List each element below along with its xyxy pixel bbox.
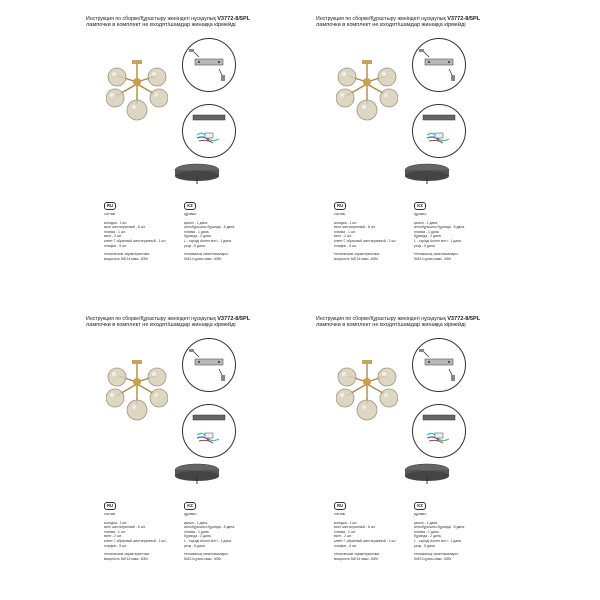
kz-item: L - тәрізді Аллен кілті - 1 дана. (184, 238, 232, 243)
ru-specs-heading: технические характеристики: (334, 252, 380, 257)
chandelier-illustration (336, 60, 398, 126)
kz-heading: құрамы: (184, 212, 197, 216)
ru-item: винт - 2 шт. (104, 534, 122, 539)
canopy-detail (402, 162, 452, 182)
ceiling-plate (132, 60, 142, 64)
kz-item: қалып - 1 дана. (414, 520, 439, 525)
kz-contents (184, 212, 270, 261)
ru-item: колодка - 1 шт. (334, 520, 358, 525)
hub-icon (363, 378, 371, 386)
ru-item: клеет Г-образный шестигранный - 1 шт. (104, 538, 167, 543)
ru-item: винт - 2 шт. (104, 234, 122, 239)
model-code: V3772-8/5PL (217, 16, 251, 22)
ru-item: клеет Г-образный шестигранный - 1 шт. (334, 238, 397, 243)
ru-item: винт шестигранный - 8 шт. (334, 525, 376, 530)
kz-item: бұранда - 2 дана. (184, 234, 212, 239)
title-prefix: Инструкция по сборке/Құрастыру жөніндегі нұсқаулық (86, 316, 216, 322)
ru-flag: RU (104, 202, 116, 210)
ru-item: винт - 2 шт. (334, 534, 352, 539)
ru-item: планка - 1 шт. (334, 529, 356, 534)
kz-specs-heading: техникалық сипаттамалары: (414, 552, 459, 557)
kz-specs-heading: техникалық сипаттамалары: (184, 252, 229, 257)
model-code: V3772-8/5PL (447, 316, 481, 322)
kz-item: L - тәрізді Аллен кілті - 1 дана. (414, 538, 462, 543)
wiring-detail (412, 104, 466, 158)
instruction-sheet (316, 316, 506, 561)
canopy-detail (402, 462, 452, 482)
ru-contents (334, 512, 412, 561)
ru-contents (334, 212, 412, 261)
ru-heading: состав: (334, 512, 346, 516)
ru-specs: мощность 5xE14 макс. 40Вт (104, 256, 149, 261)
ru-item: плафон - 5 шт. (334, 243, 357, 248)
ru-specs: мощность 5xE14 макс. 40Вт (104, 556, 149, 561)
ru-specs: мощность 5xE14 макс. 40Вт (334, 256, 379, 261)
kz-flag: KZ (184, 502, 196, 510)
kz-flag: KZ (414, 502, 426, 510)
kz-heading: құрамы: (414, 512, 427, 516)
sheet-header (316, 316, 506, 329)
kz-flag: KZ (414, 202, 426, 210)
mounting-bar-detail (412, 338, 466, 392)
kz-heading: құрамы: (414, 212, 427, 216)
instruction-sheet (86, 16, 276, 261)
ru-contents (104, 512, 182, 561)
kz-item: реңк - 5 дана. (414, 243, 436, 248)
instruction-sheet (316, 16, 506, 261)
mounting-bar-icon (413, 39, 465, 91)
kz-item: қалып - 1 дана. (414, 220, 439, 225)
mounting-bar-icon (183, 339, 235, 391)
kz-item: бұранда - 2 дана. (414, 534, 442, 539)
kz-specs-heading: техникалық сипаттамалары: (184, 552, 229, 557)
kz-item: планка - 1 дана. (414, 529, 440, 534)
ru-specs-heading: технические характеристики: (334, 552, 380, 557)
wiring-icon (413, 105, 465, 157)
ru-flag: RU (104, 502, 116, 510)
kz-contents (414, 512, 500, 561)
ru-item: планка - 1 шт. (334, 229, 356, 234)
ru-item: клеет Г-образный шестигранный - 1 шт. (104, 238, 167, 243)
kz-item: реңк - 5 дана. (414, 543, 436, 548)
wiring-detail (412, 404, 466, 458)
kz-item: алтыбұрышты бұрандa - 8 дана. (414, 225, 466, 230)
canopy-detail (172, 162, 222, 182)
kz-specs: 5xE14 қуаты макс. 40Вт (414, 256, 452, 261)
wiring-detail (182, 404, 236, 458)
kz-flag: KZ (184, 202, 196, 210)
wiring-detail (182, 104, 236, 158)
ru-item: плафон - 5 шт. (334, 543, 357, 548)
mounting-bar-icon (413, 339, 465, 391)
hub-icon (363, 78, 371, 86)
kz-specs: 5xE14 қуаты макс. 40Вт (414, 556, 452, 561)
hub-icon (133, 378, 141, 386)
kz-item: бұранда - 2 дана. (184, 534, 212, 539)
ru-item: плафон - 5 шт. (104, 543, 127, 548)
sheet-header (86, 16, 276, 29)
mounting-bar-detail (182, 38, 236, 92)
kz-item: планка - 1 дана. (184, 229, 210, 234)
kz-specs: 5xE14 қуаты макс. 40Вт (184, 256, 222, 261)
ru-specs-heading: технические характеристики: (104, 252, 150, 257)
kz-specs: 5xE14 қуаты макс. 40Вт (184, 556, 222, 561)
kz-item: алтыбұрышты бұрандa - 8 дана. (414, 525, 466, 530)
ru-specs: мощность 5xE14 макс. 40Вт (334, 556, 379, 561)
mounting-bar-detail (412, 38, 466, 92)
chandelier-illustration (336, 360, 398, 426)
ru-contents (104, 212, 182, 261)
kz-item: қалып - 1 дана. (184, 220, 209, 225)
ru-flag: RU (334, 202, 346, 210)
ru-item: планка - 1 шт. (104, 229, 126, 234)
title-prefix: Инструкция по сборке/Құрастыру жөніндегі нұсқаулық (316, 316, 446, 322)
mounting-bar-detail (182, 338, 236, 392)
kz-contents (184, 512, 270, 561)
kz-contents (414, 212, 500, 261)
kz-item: L - тәрізді Аллен кілті - 1 дана. (414, 238, 462, 243)
ru-item: планка - 1 шт. (104, 529, 126, 534)
sheet-subtitle: лампочки в комплект не входят/шамдар жинаққа кірмейді (86, 22, 236, 29)
sheet-header (316, 16, 506, 29)
kz-item: қалып - 1 дана. (184, 520, 209, 525)
ru-item: колодка - 1 шт. (104, 520, 128, 525)
kz-item: алтыбұрышты бұрандa - 8 дана. (184, 525, 236, 530)
ru-heading: состав: (104, 212, 116, 216)
canopy-icon (402, 462, 452, 484)
ceiling-plate (362, 60, 372, 64)
ru-specs-heading: технические характеристики: (104, 552, 150, 557)
hub-icon (133, 78, 141, 86)
ru-item: винт - 2 шт. (334, 234, 352, 239)
wiring-icon (413, 405, 465, 457)
sheet-header (86, 316, 276, 329)
title-prefix: Инструкция по сборке/Құрастыру жөніндегі нұсқаулық (86, 16, 216, 22)
ru-item: плафон - 5 шт. (104, 243, 127, 248)
ru-item: винт шестигранный - 8 шт. (334, 225, 376, 230)
chandelier-illustration (106, 60, 168, 126)
kz-item: L - тәрізді Аллен кілті - 1 дана. (184, 538, 232, 543)
ceiling-plate (132, 360, 142, 364)
canopy-icon (172, 162, 222, 184)
title-prefix: Инструкция по сборке/Құрастыру жөніндегі нұсқаулық (316, 16, 446, 22)
ru-heading: состав: (334, 212, 346, 216)
model-code: V3772-8/5PL (447, 16, 481, 22)
ceiling-plate (362, 360, 372, 364)
chandelier-illustration (106, 360, 168, 426)
wiring-icon (183, 405, 235, 457)
ru-item: винт шестигранный - 8 шт. (104, 525, 146, 530)
kz-item: реңк - 5 дана. (184, 543, 206, 548)
model-code: V3772-8/5PL (217, 316, 251, 322)
ru-item: клеет Г-образный шестигранный - 1 шт. (334, 538, 397, 543)
kz-item: алтыбұрышты бұрандa - 8 дана. (184, 225, 236, 230)
instruction-sheet (86, 316, 276, 561)
canopy-icon (172, 462, 222, 484)
kz-item: планка - 1 дана. (414, 229, 440, 234)
ru-heading: состав: (104, 512, 116, 516)
ru-item: винт шестигранный - 8 шт. (104, 225, 146, 230)
wiring-icon (183, 105, 235, 157)
ru-item: колодка - 1 шт. (104, 220, 128, 225)
mounting-bar-icon (183, 39, 235, 91)
sheet-subtitle: лампочки в комплект не входят/шамдар жинаққа кірмейді (316, 322, 466, 329)
kz-item: планка - 1 дана. (184, 529, 210, 534)
ru-flag: RU (334, 502, 346, 510)
canopy-detail (172, 462, 222, 482)
ru-item: колодка - 1 шт. (334, 220, 358, 225)
kz-item: бұранда - 2 дана. (414, 234, 442, 239)
kz-specs-heading: техникалық сипаттамалары: (414, 252, 459, 257)
sheet-subtitle: лампочки в комплект не входят/шамдар жинаққа кірмейді (316, 22, 466, 29)
sheet-subtitle: лампочки в комплект не входят/шамдар жинаққа кірмейді (86, 322, 236, 329)
kz-heading: құрамы: (184, 512, 197, 516)
kz-item: реңк - 5 дана. (184, 243, 206, 248)
canopy-icon (402, 162, 452, 184)
